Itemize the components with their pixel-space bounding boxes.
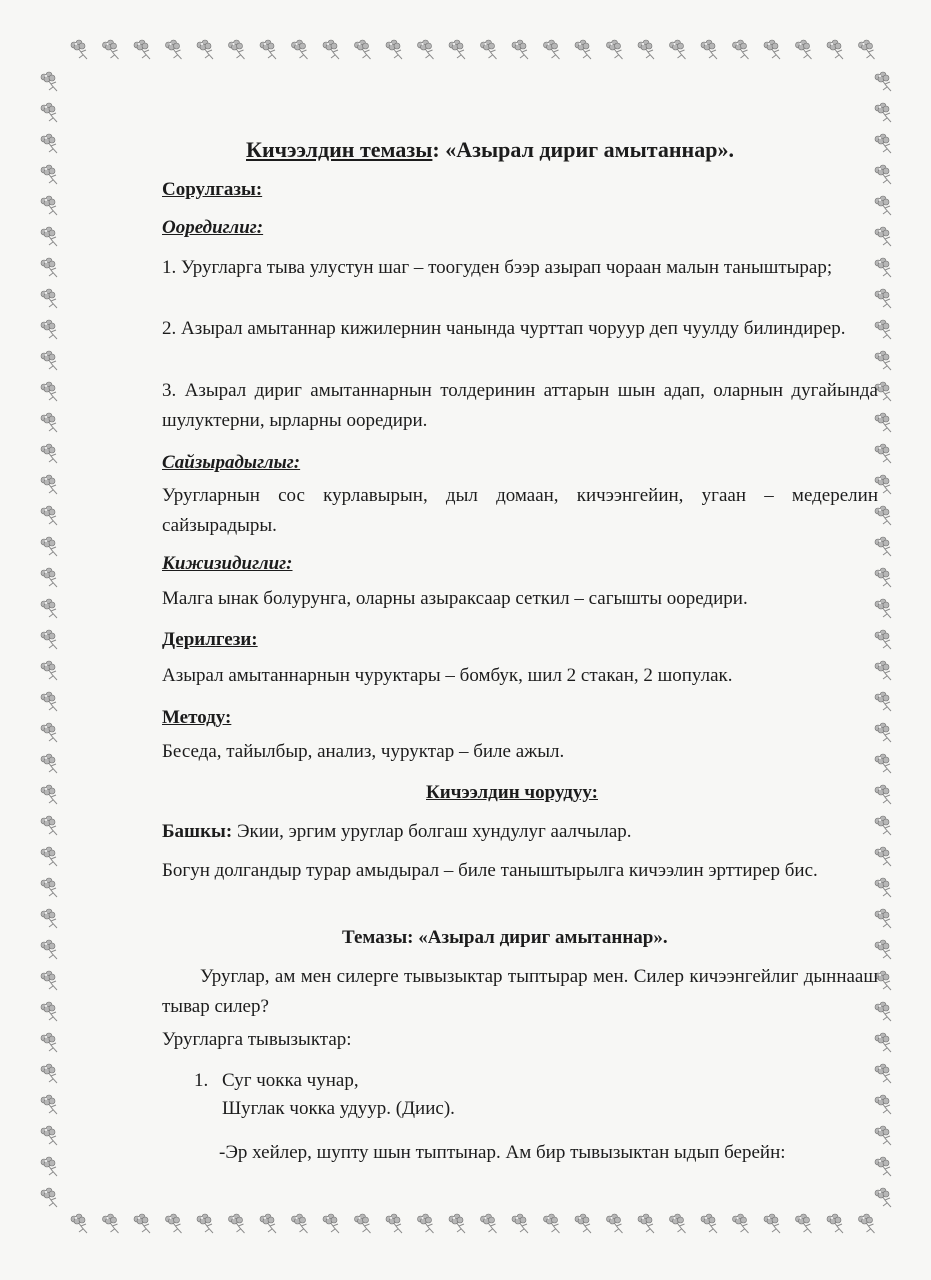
- flower-ornament-icon: [229, 40, 245, 59]
- page-title: Кичээлдин темазы: «Азырал дириг амытаннар».: [246, 137, 734, 162]
- flower-ornament-icon: [166, 1214, 182, 1233]
- flower-ornament-icon: [355, 1214, 371, 1233]
- flower-ornament-icon: [481, 1214, 497, 1233]
- flower-ornament-icon: [859, 1214, 875, 1233]
- flower-ornament-icon: [41, 1064, 57, 1083]
- flower-ornament-icon: [71, 1214, 87, 1233]
- teacher-greeting: Башкы: Экии, эргим уруглар болгаш хундулуг аалчылар.: [162, 821, 632, 842]
- riddle-1-line-1: Суг чокка чунар,: [222, 1070, 359, 1091]
- flower-ornament-icon: [875, 785, 891, 804]
- flower-ornament-icon: [323, 40, 339, 59]
- flower-ornament-icon: [260, 40, 276, 59]
- flower-ornament-icon: [418, 1214, 434, 1233]
- flower-ornament-icon: [41, 413, 57, 432]
- flower-ornament-icon: [875, 1095, 891, 1114]
- flower-ornament-icon: [418, 40, 434, 59]
- flower-ornament-icon: [41, 754, 57, 773]
- flower-ornament-icon: [41, 661, 57, 680]
- flower-ornament-icon: [638, 40, 654, 59]
- flower-ornament-icon: [733, 1214, 749, 1233]
- flower-ornament-icon: [701, 40, 717, 59]
- flower-ornament-icon: [875, 351, 891, 370]
- flower-ornament-icon: [875, 754, 891, 773]
- flower-ornament-icon: [670, 40, 686, 59]
- flower-ornament-icon: [544, 1214, 560, 1233]
- flower-ornament-icon: [41, 134, 57, 153]
- flower-ornament-icon: [481, 40, 497, 59]
- flower-ornament-icon: [41, 351, 57, 370]
- flower-ornament-icon: [41, 785, 57, 804]
- flower-ornament-icon: [386, 40, 402, 59]
- flower-ornament-icon: [41, 878, 57, 897]
- equipment-text: Азырал амытаннарнын чуруктары – бомбук, шил 2 стакан, 2 шопулак.: [162, 665, 733, 686]
- flower-ornament-icon: [859, 40, 875, 59]
- flower-ornament-icon: [575, 1214, 591, 1233]
- flower-ornament-icon: [875, 134, 891, 153]
- educational-item-3: 3. Азырал дириг амытаннарнын толдеринин аттарын шын адап, оларнын дугайында шулуктерни, ырларны ооредири.: [162, 380, 878, 431]
- flower-ornament-icon: [875, 661, 891, 680]
- teacher-label: Башкы:: [162, 821, 233, 842]
- flower-ornament-icon: [41, 72, 57, 91]
- flower-ornament-icon: [103, 40, 119, 59]
- flower-ornament-icon: [41, 909, 57, 928]
- flower-ornament-icon: [41, 816, 57, 835]
- equipment-heading: Дерилгези:: [162, 629, 258, 650]
- developmental-heading: Сайзырадыглыг:: [162, 452, 301, 473]
- flower-ornament-icon: [733, 40, 749, 59]
- flower-ornament-icon: [41, 1002, 57, 1021]
- flower-ornament-icon: [875, 165, 891, 184]
- flower-ornament-icon: [875, 1033, 891, 1052]
- flower-ornament-icon: [292, 40, 308, 59]
- flower-ornament-icon: [875, 630, 891, 649]
- flower-ornament-icon: [41, 196, 57, 215]
- educational-item-2: 2. Азырал амытаннар кижилернин чанында чурттап чоруур деп чуулду билиндирер.: [162, 318, 846, 339]
- flower-ornament-icon: [875, 816, 891, 835]
- flower-ornament-icon: [875, 599, 891, 618]
- flower-ornament-icon: [41, 475, 57, 494]
- methods-text: Беседа, тайылбыр, анализ, чуруктар – биле ажыл.: [162, 741, 565, 762]
- flower-ornament-icon: [260, 1214, 276, 1233]
- flower-ornament-icon: [827, 1214, 843, 1233]
- flower-ornament-icon: [41, 847, 57, 866]
- goals-heading: Сорулгазы:: [162, 179, 263, 200]
- flower-ornament-icon: [41, 568, 57, 587]
- flower-ornament-icon: [41, 165, 57, 184]
- flower-ornament-icon: [875, 103, 891, 122]
- flower-ornament-icon: [41, 1033, 57, 1052]
- flower-ornament-icon: [796, 1214, 812, 1233]
- flower-ornament-icon: [41, 940, 57, 959]
- flower-ornament-icon: [41, 506, 57, 525]
- riddle-1-number: 1.: [194, 1070, 209, 1091]
- flower-ornament-icon: [701, 1214, 717, 1233]
- topic-line: Темазы: «Азырал дириг амытаннар».: [342, 927, 668, 948]
- lesson-progress-heading: Кичээлдин чорудуу:: [426, 782, 598, 803]
- flower-ornament-icon: [41, 103, 57, 122]
- flower-ornament-icon: [875, 909, 891, 928]
- riddle-1-line-2: Шуглак чокка удуур. (Диис).: [222, 1098, 455, 1119]
- flower-ornament-icon: [41, 971, 57, 990]
- flower-ornament-icon: [41, 289, 57, 308]
- flower-ornament-icon: [875, 1188, 891, 1207]
- flower-ornament-icon: [764, 40, 780, 59]
- flower-ornament-icon: [41, 227, 57, 246]
- flower-ornament-icon: [41, 1157, 57, 1176]
- flower-ornament-icon: [827, 40, 843, 59]
- educational-heading: Ооредиглиг:: [162, 217, 264, 238]
- flower-ornament-icon: [875, 1126, 891, 1145]
- flower-ornament-icon: [875, 568, 891, 587]
- flower-ornament-icon: [386, 1214, 402, 1233]
- intro-text: Богун долгандыр турар амыдырал – биле таныштырылга кичээлин эрттирер бис.: [162, 860, 818, 881]
- flower-ornament-icon: [875, 940, 891, 959]
- flower-ornament-icon: [607, 40, 623, 59]
- flower-ornament-icon: [875, 723, 891, 742]
- flower-ornament-icon: [607, 1214, 623, 1233]
- flower-ornament-icon: [575, 40, 591, 59]
- flower-ornament-icon: [41, 630, 57, 649]
- developmental-text: Уругларнын сос курлавырын, дыл домаан, кичээнгейин, угаан – медерелин сайзырадыры.: [162, 485, 878, 536]
- flower-ornament-icon: [292, 1214, 308, 1233]
- riddle-intro: Уруглар, ам мен силерге тывызыктар тыптырар мен. Силер кичээнгейлиг дыннааш тывар силер?: [162, 966, 878, 1017]
- flower-ornament-icon: [41, 258, 57, 277]
- flower-ornament-icon: [764, 1214, 780, 1233]
- upbringing-heading: Кижизидиглиг:: [162, 553, 293, 574]
- flower-ornament-icon: [229, 1214, 245, 1233]
- flower-ornament-icon: [875, 1157, 891, 1176]
- flower-ornament-icon: [323, 1214, 339, 1233]
- methods-heading: Методу:: [162, 707, 232, 728]
- flower-ornament-icon: [166, 40, 182, 59]
- flower-ornament-icon: [544, 40, 560, 59]
- educational-item-1: 1. Уругларга тыва улустун шаг – тоогуден бээр азырап чораан малын таныштырар;: [162, 257, 833, 278]
- flower-ornament-icon: [355, 40, 371, 59]
- flower-ornament-icon: [512, 1214, 528, 1233]
- flower-ornament-icon: [41, 444, 57, 463]
- flower-ornament-icon: [875, 1064, 891, 1083]
- flower-ornament-icon: [134, 40, 150, 59]
- flower-ornament-icon: [41, 1126, 57, 1145]
- flower-ornament-icon: [134, 1214, 150, 1233]
- flower-ornament-icon: [449, 40, 465, 59]
- flower-ornament-icon: [197, 40, 213, 59]
- flower-ornament-icon: [41, 599, 57, 618]
- flower-ornament-icon: [71, 40, 87, 59]
- flower-ornament-icon: [875, 227, 891, 246]
- flower-ornament-icon: [41, 320, 57, 339]
- flower-ornament-icon: [41, 537, 57, 556]
- upbringing-text: Малга ынак болурунга, оларны азыраксаар сеткил – сагышты ооредири.: [162, 588, 748, 609]
- flower-ornament-icon: [875, 72, 891, 91]
- flower-ornament-icon: [41, 1095, 57, 1114]
- riddles-label: Уругларга тывызыктар:: [162, 1029, 352, 1050]
- flower-ornament-icon: [41, 382, 57, 401]
- flower-ornament-icon: [41, 692, 57, 711]
- flower-ornament-icon: [670, 1214, 686, 1233]
- flower-ornament-icon: [41, 723, 57, 742]
- flower-ornament-icon: [875, 444, 891, 463]
- flower-ornament-icon: [103, 1214, 119, 1233]
- flower-ornament-icon: [875, 289, 891, 308]
- flower-ornament-icon: [41, 1188, 57, 1207]
- flower-ornament-icon: [875, 196, 891, 215]
- flower-ornament-icon: [875, 692, 891, 711]
- flower-ornament-icon: [638, 1214, 654, 1233]
- flower-ornament-icon: [197, 1214, 213, 1233]
- flower-ornament-icon: [449, 1214, 465, 1233]
- closing-text: -Эр хейлер, шупту шын тыптынар. Ам бир тывызыктан ыдып берейн:: [219, 1142, 786, 1163]
- flower-ornament-icon: [512, 40, 528, 59]
- flower-ornament-icon: [796, 40, 812, 59]
